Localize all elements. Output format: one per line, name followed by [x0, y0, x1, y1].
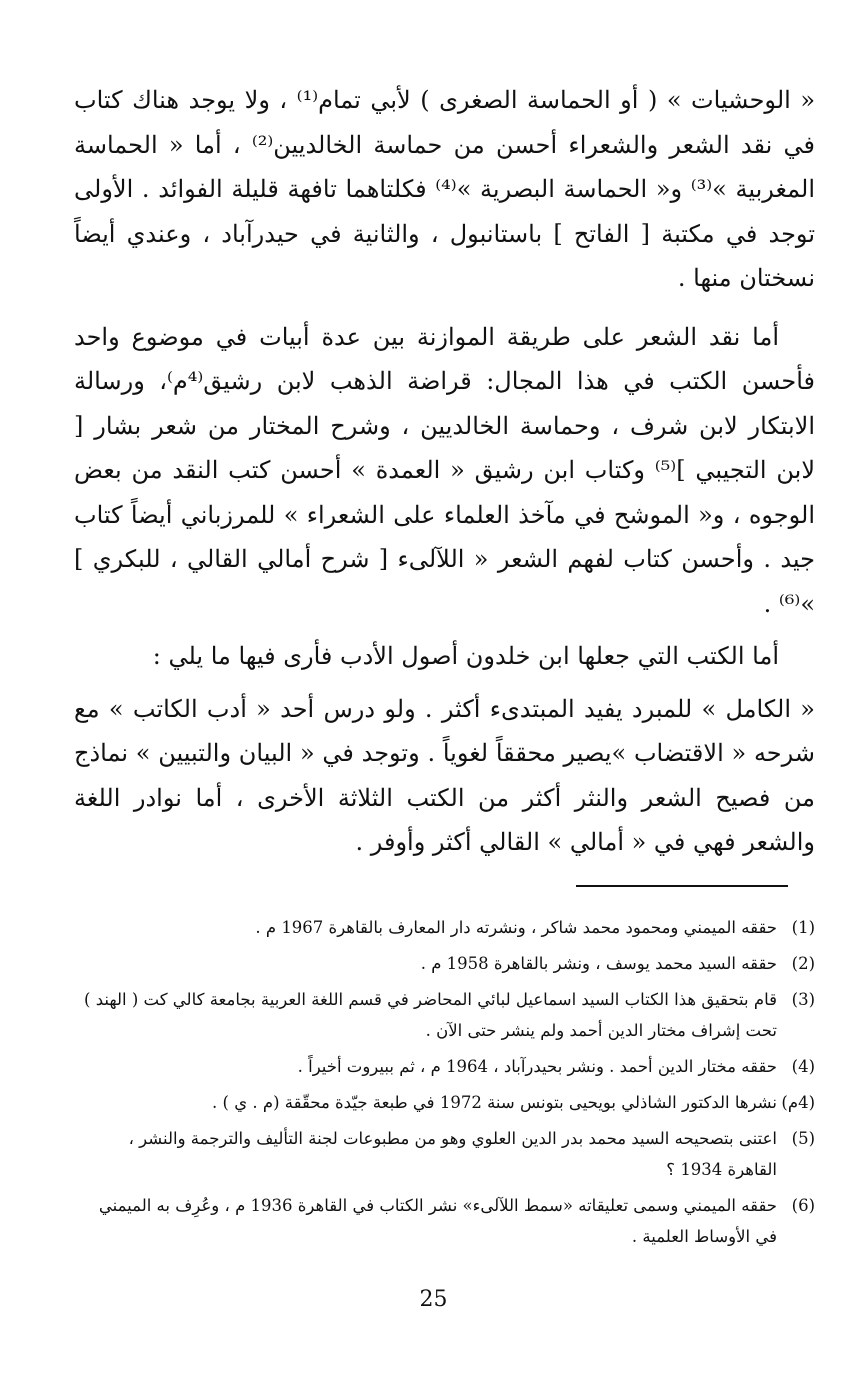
- main-text: [74, 78, 815, 865]
- footnote-separator: [576, 885, 788, 887]
- paragraph-adab-books: « الكامل » للمبرد يفيد المبتدىء أكثر . ولو درس أحد « أدب الكاتب » مع شرحه « الاقتضاب »يصير محققاً لغوياً . وتوجد في « البيان والتبيين » نماذج من فصيح الشعر والنثر أكثر من الكتب الثلاثة الأخرى ، أما نوادر اللغة والشعر فهي في « أمالي » القالي أكثر وأوفر .: [74, 694, 815, 856]
- footnote: [74, 1123, 815, 1185]
- footnotes: [74, 912, 815, 1252]
- footnote-text: قام بتحقيق هذا الكتاب السيد اسماعيل لبائي المحاضر في قسم اللغة العربية بجامعة كالي كت ( الهند ) تحت إشراف مختار الدين أحمد ولم ينشر حتى الآن .: [84, 990, 777, 1040]
- footnote: [74, 912, 815, 943]
- page-number: 25: [419, 1287, 448, 1312]
- footnote-number: (3): [791, 990, 815, 1009]
- footnote-text: نشرها الدكتور الشاذلي بويحيى بتونس سنة 1972 في طبعة جيّدة محقّقة (م . ي ) .: [212, 1093, 777, 1112]
- footnote: [74, 1087, 815, 1118]
- footnote-text: حققه السيد محمد يوسف ، ونشر بالقاهرة 1958 م .: [420, 954, 777, 973]
- footnote-number: (2): [791, 954, 815, 973]
- footnote-number: (1): [791, 918, 815, 937]
- footnote-text: حققه الميمني وسمى تعليقاته «سمط اللآلىء» نشر الكتاب في القاهرة 1936 م ، وعُرِف به الميمني في الأوساط العلمية .: [98, 1196, 777, 1246]
- footnote: [74, 1190, 815, 1252]
- footnote-number: (5): [791, 1129, 815, 1148]
- footnote-number: (4م): [781, 1093, 815, 1112]
- footnote-text: حققه الميمني ومحمود محمد شاكر ، ونشرته دار المعارف بالقاهرة 1967 م .: [255, 918, 777, 937]
- paragraph-poetry-criticism: أما نقد الشعر على طريقة الموازنة بين عدة أبيات في موضوع واحد فأحسن الكتب في هذا المجال: قراضة الذهب لابن رشيق⁽⁴م⁾، ورسالة الابتكار لابن شرف ، وحماسة الخالديين ، وشرح المختار من شعر بشار [ لابن التجيبي ]⁽⁵⁾ وكتاب ابن رشيق « العمدة » أحسن كتب النقد من بعض الوجوه ، و« الموشح في مآخذ العلماء على الشعراء » للمرزباني أيضاً كتاب جيد . وأحسن كتاب لفهم الشعر « اللآلىء [ شرح أمالي القالي ، للبكري ] »⁽⁶⁾ .: [74, 322, 816, 618]
- footnote-number: (4): [791, 1057, 815, 1076]
- footnote: [74, 984, 815, 1046]
- footnote-number: (6): [791, 1196, 815, 1215]
- paragraph-ibn-khaldun-intro: أما الكتب التي جعلها ابن خلدون أصول الأدب فأرى فيها ما يلي :: [152, 642, 779, 670]
- paragraph-hamasa-books: « الوحشيات » ( أو الحماسة الصغرى ) لأبي تمام⁽¹⁾ ، ولا يوجد هناك كتاب في نقد الشعر والشعراء أحسن من حماسة الخالديين⁽²⁾ ، أما « الحماسة المغربية »⁽³⁾ و« الحماسة البصرية »⁽⁴⁾ فكلتاهما تافهة قليلة الفوائد . الأولى توجد في مكتبة [ الفاتح ] باستانبول ، والثانية في حيدرآباد ، وعندي أيضاً نسختان منها .: [74, 86, 816, 292]
- footnote: [74, 948, 815, 979]
- footnote-text: اعتنى بتصحيحه السيد محمد بدر الدين العلوي وهو من مطبوعات لجنة التأليف والترجمة والنشر ، القاهرة 1934 ؟: [128, 1129, 777, 1179]
- footnote: [74, 1051, 815, 1082]
- footnote-text: حققه مختار الدين أحمد . ونشر بحيدرآباد ، 1964 م ، ثم ببيروت أخيراً .: [297, 1057, 777, 1076]
